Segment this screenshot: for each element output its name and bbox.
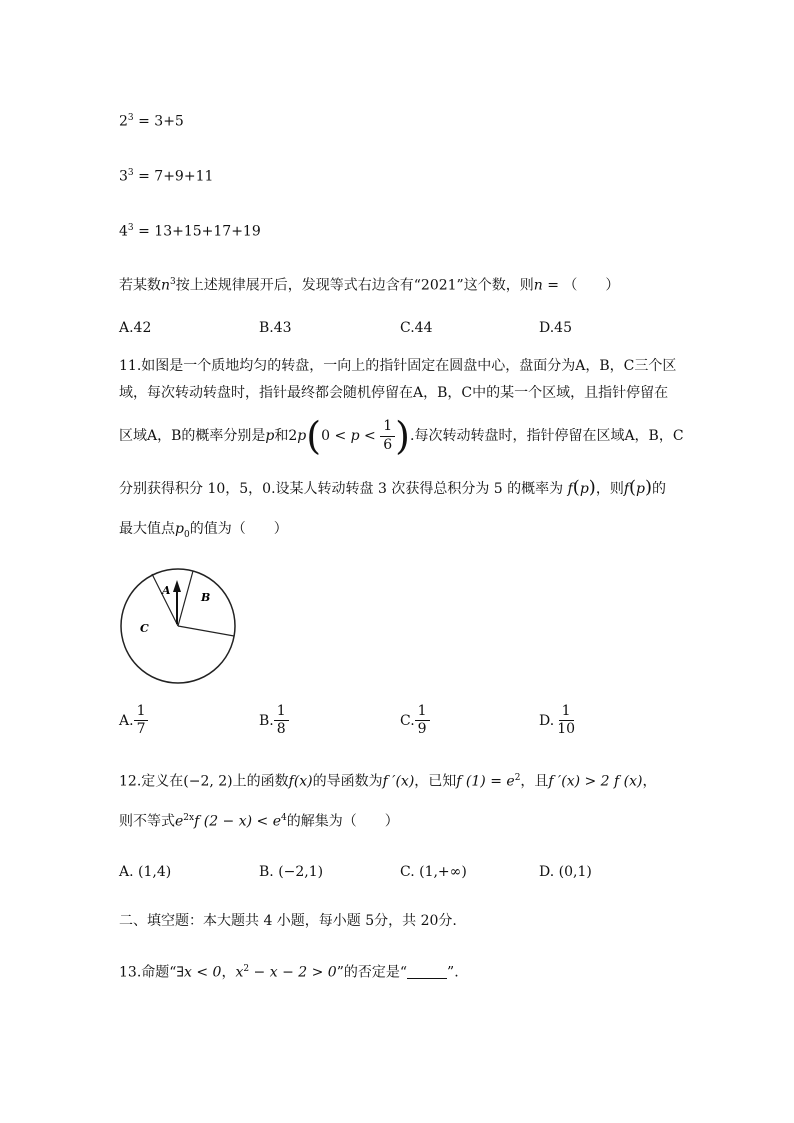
spinner-label-b: B xyxy=(201,591,211,604)
q11-line-5 xyxy=(119,519,288,545)
divider-line xyxy=(178,626,234,636)
equation-3 xyxy=(119,218,261,242)
q10-stem xyxy=(119,272,619,296)
paren-group: ( xyxy=(572,477,580,498)
var-n: n xyxy=(533,277,543,294)
math: f ′(x) > 2 f (x) xyxy=(548,773,643,790)
math: (−2, 2) xyxy=(183,773,233,790)
answer-blank[interactable] xyxy=(407,964,447,979)
text: ， xyxy=(642,773,657,790)
exp: 2x xyxy=(183,813,195,823)
text: ”的否定是“ xyxy=(336,964,408,981)
eq-exp: 3 xyxy=(127,113,134,123)
q12-line-1 xyxy=(119,768,657,792)
text: 的解集为（ ） xyxy=(286,813,399,830)
text: 的 xyxy=(652,481,667,497)
text: ，且 xyxy=(520,773,549,790)
option-label: A. xyxy=(119,712,134,729)
q13-stem xyxy=(119,959,459,983)
q10-text: = （ ） xyxy=(542,277,620,294)
math: e xyxy=(175,813,184,830)
text: 区域A，B的概率分别是 xyxy=(119,428,266,444)
var-p: p xyxy=(297,428,307,444)
eq-rhs: = 3+5 xyxy=(133,113,184,130)
q11-option-a xyxy=(119,704,148,738)
q11-line-2: 域，每次转动转盘时，指针最终都会随机停留在A，B，C中的某一个区域，且指针停留在 xyxy=(119,385,669,401)
section-heading: 二、填空题：本大题共 4 小题，每小题 5分，共 20分. xyxy=(119,913,457,929)
q11-option-c xyxy=(400,704,430,738)
text: ，已知 xyxy=(414,773,457,790)
numerator: 1 xyxy=(559,704,574,721)
text: 0 < xyxy=(321,428,351,444)
q10-option-d: D.45 xyxy=(539,320,572,336)
eq-rhs: = 13+15+17+19 xyxy=(133,223,261,240)
q11-option-d xyxy=(539,704,578,738)
text: 的值为（ ） xyxy=(189,521,288,537)
eq-exp: 3 xyxy=(127,168,134,178)
text: 的导函数为 xyxy=(312,773,383,790)
q10-option-b: B.43 xyxy=(259,320,292,336)
math: − x − 2 > 0 xyxy=(249,964,337,981)
text: 上的函数 xyxy=(232,773,289,790)
exp: 4 xyxy=(281,813,287,823)
text: .每次转动转盘时，指针停留在区域A，B，C xyxy=(410,428,684,444)
text: 13.命题“ xyxy=(119,964,177,981)
paren-group: ( xyxy=(629,477,637,498)
math: x xyxy=(235,964,244,981)
q12-option-d: D. (0,1) xyxy=(539,864,592,880)
spinner-figure xyxy=(118,566,240,688)
q10-text: 按上述规律展开后，发现等式右边含有“2021”这个数，则 xyxy=(175,277,534,294)
divider-line xyxy=(178,571,193,626)
paren-group: ) xyxy=(645,477,653,498)
var-f: f xyxy=(567,481,573,497)
eq-rhs: = 7+9+11 xyxy=(133,168,214,185)
var-n: n xyxy=(161,277,171,294)
var-f: f xyxy=(623,481,630,497)
fraction xyxy=(134,704,149,738)
denominator: 7 xyxy=(136,721,146,738)
fraction xyxy=(274,704,289,738)
text: 则不等式 xyxy=(119,813,175,830)
q10-option-a: A.42 xyxy=(119,320,152,336)
denominator: 9 xyxy=(417,721,427,738)
text: ， xyxy=(221,964,236,981)
var-p: p xyxy=(350,428,360,444)
numerator: 1 xyxy=(274,704,289,721)
text: 12.定义在 xyxy=(119,773,184,790)
subscript: 0 xyxy=(183,529,190,540)
var-p: p xyxy=(579,481,589,497)
eq-base: 2 xyxy=(119,113,128,130)
right-paren: ) xyxy=(395,414,410,458)
left-paren: ( xyxy=(306,414,322,458)
var-p: p xyxy=(175,521,184,537)
text: 最大值点 xyxy=(119,521,175,537)
text: < xyxy=(359,428,381,444)
equation-1 xyxy=(119,108,184,132)
q12-option-c: C. (1,+∞) xyxy=(400,864,467,880)
numerator: 1 xyxy=(415,704,430,721)
fraction xyxy=(380,419,395,453)
var-p: p xyxy=(265,428,275,444)
q12-option-a: A. (1,4) xyxy=(119,864,172,880)
exp: 2 xyxy=(243,964,250,974)
numerator: 1 xyxy=(134,704,149,721)
spinner-label-c: C xyxy=(140,622,149,635)
divider-line xyxy=(152,574,178,626)
q10-text: 若某数 xyxy=(119,277,161,294)
q11-line-1: 11.如图是一个质地均匀的转盘，一向上的指针固定在圆盘中心，盘面分为A，B，C三个区 xyxy=(119,358,677,374)
exp: 3 xyxy=(170,277,176,287)
math: f(x) xyxy=(288,773,313,790)
math: ∃x < 0 xyxy=(176,964,222,981)
paren-group: ) xyxy=(588,477,596,498)
q12-option-b: B. (−2,1) xyxy=(259,864,324,880)
option-label: D. xyxy=(539,712,555,729)
denominator: 8 xyxy=(276,721,286,738)
option-label: C. xyxy=(400,712,415,729)
text: 分别获得积分 10，5，0.设某人转动转盘 3 次获得总积分为 5 的概率为 xyxy=(119,481,564,497)
math: f (2 − x) < e xyxy=(194,813,282,830)
equation-2 xyxy=(119,163,213,187)
pointer-arrow-icon xyxy=(173,580,181,592)
text: ”. xyxy=(447,964,459,981)
eq-base: 3 xyxy=(119,168,128,185)
denominator: 6 xyxy=(383,436,393,453)
q10-option-c: C.44 xyxy=(400,320,433,336)
q12-line-2 xyxy=(119,808,399,832)
text: ，则 xyxy=(595,481,624,497)
fraction xyxy=(554,704,578,738)
spinner-label-a: A xyxy=(162,584,171,597)
var-p: p xyxy=(636,481,646,497)
fraction xyxy=(415,704,430,738)
math: f ′(x) xyxy=(382,773,415,790)
eq-exp: 3 xyxy=(127,223,134,233)
numerator: 1 xyxy=(380,419,395,436)
q11-line-3 xyxy=(119,414,684,458)
denominator: 10 xyxy=(557,721,576,738)
text: 和2 xyxy=(274,428,298,444)
exp: 2 xyxy=(514,773,521,783)
q11-line-4 xyxy=(119,478,666,499)
option-label: B. xyxy=(259,712,274,729)
q11-option-b xyxy=(259,704,289,738)
eq-base: 4 xyxy=(119,223,128,240)
math: f (1) = e xyxy=(456,773,515,790)
